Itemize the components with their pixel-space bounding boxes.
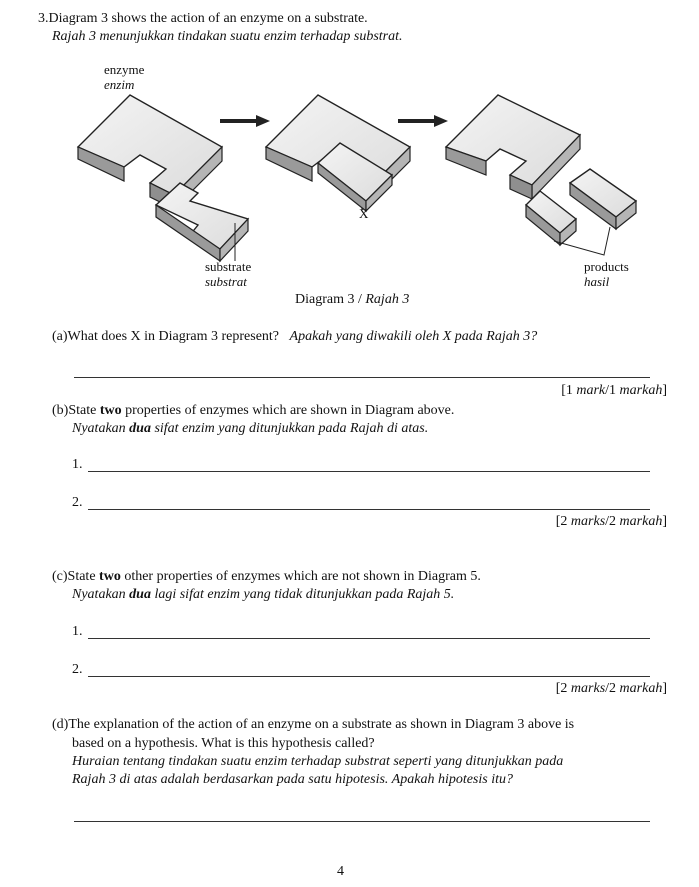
substrate-shape	[156, 183, 248, 261]
part-a-question: (a)What does X in Diagram 3 represent? Apakah yang diwakili oleh X pada Rajah 3?	[52, 329, 538, 344]
part-b-marks: [2 marks/2 markah]	[555, 514, 667, 529]
part-b-item-1: 1.	[72, 457, 83, 472]
diagram-caption: Diagram 3 / Rajah 3	[295, 292, 410, 307]
part-c-marks: [2 marks/2 markah]	[555, 681, 667, 696]
arrow-icon-2	[398, 115, 448, 127]
substrate-label-malay: substrat	[205, 274, 247, 289]
enzyme-substrate-complex	[266, 95, 410, 211]
part-a-answer-line[interactable]	[74, 377, 650, 378]
product-shape-1	[570, 169, 636, 229]
part-b-answer-line-2[interactable]	[88, 509, 650, 510]
part-d-question-line-2: based on a hypothesis. What is this hypothesis called?	[72, 736, 375, 751]
substrate-label: substrate	[205, 259, 252, 274]
question-heading: 3.Diagram 3 shows the action of an enzyme on a substrate.	[38, 11, 368, 26]
part-c-item-1: 1.	[72, 624, 83, 639]
part-b-question: (b)State two properties of enzymes which are shown in Diagram above.	[52, 403, 455, 418]
enzyme-shape-2	[446, 95, 580, 199]
x-label: X	[359, 206, 369, 221]
products-label-malay: hasil	[584, 274, 610, 289]
question-heading-malay: Rajah 3 menunjukkan tindakan suatu enzim terhadap substrat.	[52, 29, 403, 44]
part-d-question-malay-1: Huraian tentang tindakan suatu enzim terhadap substrat seperti yang ditunjukkan pada	[72, 754, 564, 769]
part-b-answer-line-1[interactable]	[88, 471, 650, 472]
enzyme-label-malay: enzim	[104, 77, 135, 92]
part-c-answer-line-2[interactable]	[88, 676, 650, 677]
products-label: products	[584, 259, 629, 274]
product-shape-2	[526, 191, 576, 245]
part-c-question: (c)State two other properties of enzymes which are not shown in Diagram 5.	[52, 569, 481, 584]
enzyme-diagram	[70, 55, 640, 265]
part-b-item-2: 2.	[72, 495, 83, 510]
part-b-question-malay: Nyatakan dua sifat enzim yang ditunjukkan pada Rajah di atas.	[72, 421, 429, 436]
part-d-question-line-1: (d)The explanation of the action of an enzyme on a substrate as shown in Diagram 3 above is	[52, 717, 575, 732]
part-c-answer-line-1[interactable]	[88, 638, 650, 639]
part-d-answer-line[interactable]	[74, 821, 650, 822]
part-c-question-malay: Nyatakan dua lagi sifat enzim yang tidak ditunjukkan pada Rajah 5.	[72, 587, 455, 602]
part-c-item-2: 2.	[72, 662, 83, 677]
arrow-icon-1	[220, 115, 270, 127]
page-number: 4	[337, 864, 344, 879]
enzyme-shape-1	[78, 95, 222, 209]
part-d-question-malay-2: Rajah 3 di atas adalah berdasarkan pada satu hipotesis. Apakah hipotesis itu?	[72, 772, 513, 787]
part-a-marks: [1 mark/1 markah]	[561, 383, 667, 398]
enzyme-label: enzyme	[104, 62, 145, 77]
